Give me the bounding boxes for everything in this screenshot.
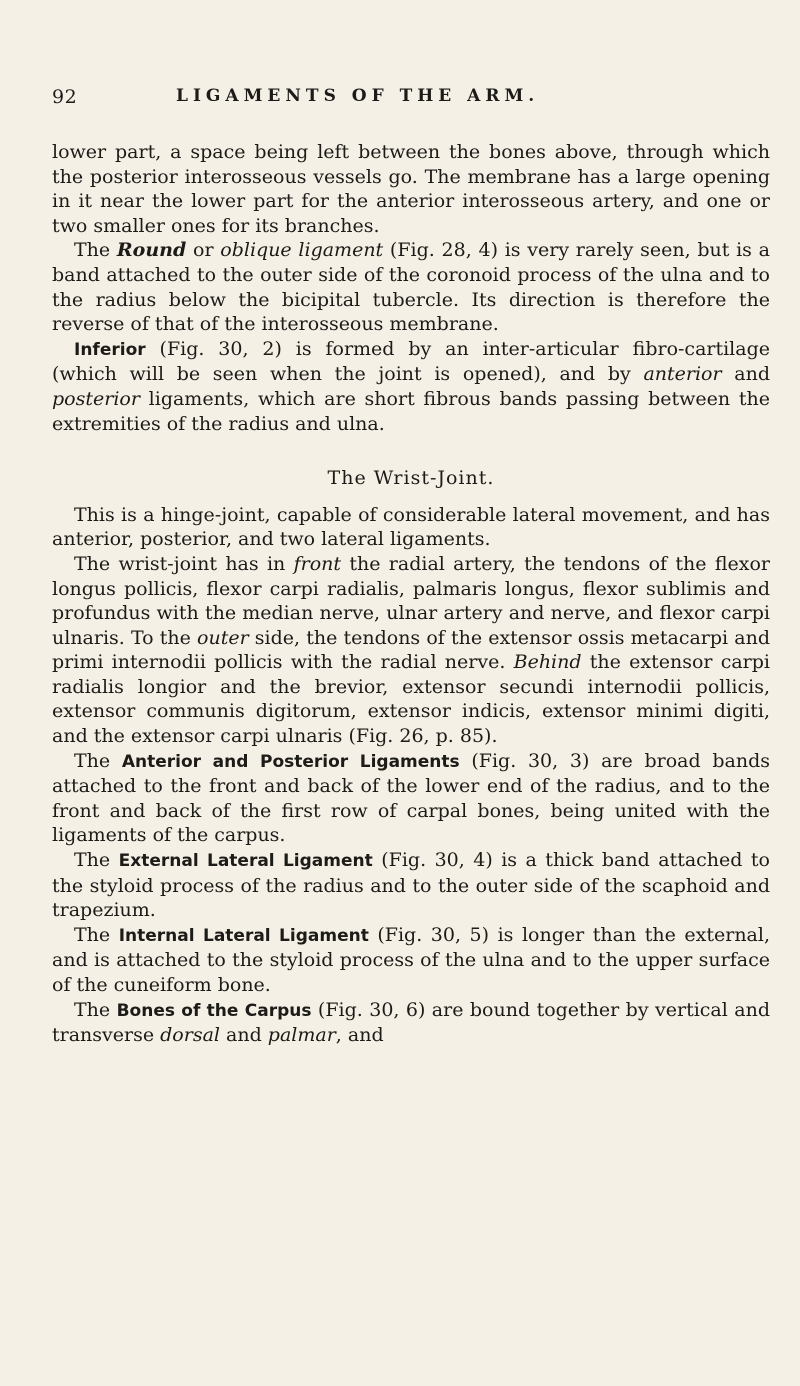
section-heading: The Wrist-Joint. — [327, 467, 495, 490]
term-round: Round — [116, 239, 187, 262]
term-oblique-ligament: oblique ligament — [220, 239, 384, 262]
paragraph-inferior: Inferior (Fig. 30, 2) is formed by an inter-articular fibro-cartilage (which will be seen when the joint is opened), and by anterior and posterior ligaments, which are short fibrous bands passing between the extremities of the radius and ulna. — [52, 337, 770, 435]
paragraph-wrist-relations: The wrist-joint has in front the radial artery, the tendons of the flexor longus pollicis, flexor carpi radialis, palmaris longus, flexor sublimis and profundus with the median nerve, ulnar artery and nerve, and flexor carpi ulnaris. To the outer side, the tendons of the extensor ossis metacarpi and primi internodii pollicis with the radial nerve. Behind the extensor carpi radialis longior and the brevior, extensor secundi internodii pollicis, extensor communis digitorum, extensor indicis, extensor minimi digiti, and the extensor carpi ulnaris (Fig. 26, p. 85). — [52, 552, 770, 748]
paragraph-round-ligament: The Round or oblique ligament (Fig. 28, 4) is very rarely seen, but is a band attached to the outer side of the coronoid process of the ulna and to the radius below the bicipital tubercle. Its direction is therefore the reverse of that of the interosseous membrane. — [52, 239, 770, 336]
page-body — [52, 140, 770, 1048]
paragraph-internal-lateral-ligament: The Internal Lateral Ligament (Fig. 30, 5) is longer than the external, and is attached to the styloid process of the ulna and to the upper surface of the cuneiform bone. — [52, 923, 770, 996]
term-inferior: Inferior — [74, 339, 146, 360]
paragraph-anterior-posterior-ligaments: The Anterior and Posterior Ligaments (Fig. 30, 3) are broad bands attached to the front and back of the lower end of the radius, and to the front and back of the first row of carpal bones, being united with the ligaments of the carpus. — [52, 749, 770, 847]
page-number: 92 — [52, 86, 78, 108]
paragraph-bones-of-carpus: The Bones of the Carpus (Fig. 30, 6) are bound together by vertical and transverse dorsal and palmar, and — [52, 998, 770, 1047]
paragraph-external-lateral-ligament: The External Lateral Ligament (Fig. 30, 4) is a thick band attached to the styloid process of the radius and to the outer side of the scaphoid and trapezium. — [52, 849, 770, 922]
paragraph-hinge-joint: This is a hinge-joint, capable of considerable lateral movement, and has anterior, posterior, and two lateral ligaments. — [52, 503, 770, 551]
paragraph-interosseous-membrane: lower part, a space being left between the bones above, through which the posterior interosseous vessels go. The membrane has a large opening in it near the lower part for the anterior interosseous artery, and one or two smaller ones for its branches. — [52, 141, 770, 237]
running-title: LIGAMENTS OF THE ARM. — [176, 86, 540, 106]
